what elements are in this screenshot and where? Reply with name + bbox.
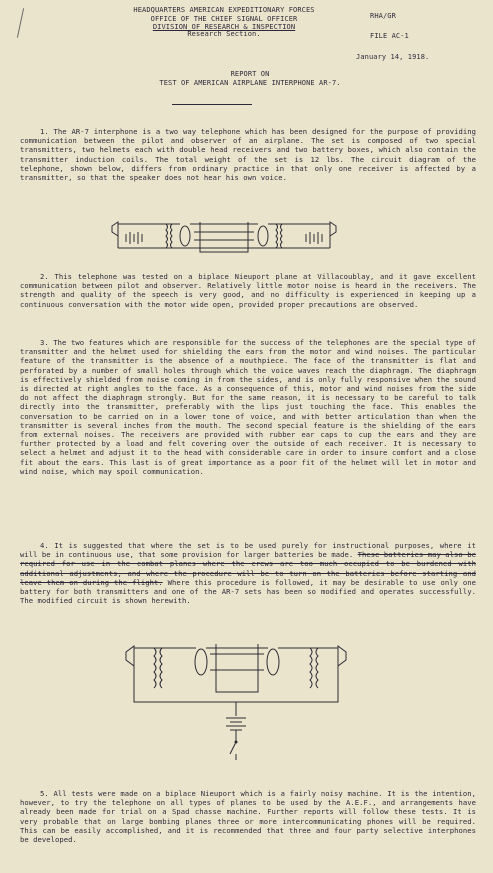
battery-right-icon [306,232,322,244]
induction-coil-right-icon [276,224,278,248]
paragraph-4-start: 4. It is suggested that where the set is to be used purely for instructional purposes, where it will be in continuous use, that some provision for larger batteries be made. [20,541,476,560]
paragraph-1: 1. The AR-7 interphone is a two way telephone which has been designed for the purpose of providing communication between the pilot and observer of an airplane. The set is composed of two special transmitters, two helmets each with double head receivers and two battery boxes, which also contain the transmitter induction coils. The total weight of the set is 12 lbs. The circuit diagram of the telephone, shown below, differs from ordinary practice in that only one receiver is affected by a transmitter, so that the speaker does not hear his own voice. [20,127,476,183]
report-title [60,70,440,87]
transmitter-right-icon [338,646,346,666]
circuit-diagram-1 [108,212,340,262]
file-number: FILE AC-1 [370,32,409,40]
letterhead-line-3: DIVISION OF RESEARCH & INSPECTION [152,23,296,31]
circuit-diagram-2-drawing [120,632,352,767]
margin-mark [17,8,24,38]
transmitter-left-icon [126,646,134,666]
transmitter-right-icon [330,222,336,236]
circuit-diagram-2 [120,632,352,767]
circuit-diagram-1-drawing [108,212,340,262]
paragraph-2: 2. This telephone was tested on a biplace Nieuport plane at Villacoublay, and it gave excellent communication between pilot and observer. Relatively little motor noise is heard in the receivers. The strength and quality of the speech is very good, and no difficulty is experienced in keeping up a continuous conversation with the motor wide open, provided proper precautions are observed. [20,272,476,309]
letterhead-line-2: OFFICE OF THE CHIEF SIGNAL OFFICER [150,14,298,23]
shared-battery-icon [226,718,246,730]
induction-coil-left-icon [154,648,156,688]
receiver-right-icon [267,649,279,675]
induction-coil-left-icon [166,224,168,248]
transmitter-left-icon [112,222,118,236]
document-date: January 14, 1918. [356,53,430,61]
paragraph-4 [20,541,476,605]
paragraph-4-struck-text: These batteries may also be required for use in the combat planes where the crews are too much occupied to be burdened with additional adjustments, and where the procedure will be to turn on the batteries before starting and leave them on during the flight. [20,550,476,587]
letterhead-line-4: Research Section. [187,29,261,38]
battery-switch-icon [230,742,236,760]
receiver-left-icon [195,649,207,675]
battery-left-icon [126,232,142,244]
reference-code: RHA/GR [370,12,396,20]
paragraph-3: 3. The two features which are responsible for the success of the telephones are the special type of transmitter and the helmet used for shielding the ears from the motor and wind noises. The particular feature of the transmitter is the absence of a mouthpiece. The face of the transmitter is flat and perforated by a number of small holes through which the voice waves reach the diaphragm. The diaphragm is effectively shielded from noise coming in from the sides, and is only fully responsive when the sound is directed at right angles to the face. As a consequence of this, motor and wind noises from the side do not affect the diaphragm strongly. But for the same reason, it is necessary to be careful to talk directly into the transmitter, preferably with the lips just touching the face. This enables the conversation to be carried on in a lower tone of voice, and with better articulation than when the transmitter is several inches from the mouth. The second special feature is the shielding of the ears from external noises. The receivers are provided with rubber ear caps to cup the ears and they are further protected by a load and felt covering over the outside of each receiver. It is necessary to select a helmet and adjust it to the head with considerable care in order to insure comfort and a close fit about the ears. This last is of great importance as a poor fit of the helmet will let in motor and wind noise, which may spoil communication. [20,338,476,476]
paragraph-4-end: Where this procedure is followed, it may be desirable to use only one battery for both transmitters and one of the AR-7 sets has been so modified and operates successfully. The modified circuit is shown herewith. [20,577,476,606]
receiver-left-icon [180,226,190,246]
induction-coil-right-icon [310,648,312,688]
report-title-line-2: TEST OF AMERICAN AIRPLANE INTERPHONE AR-7. [159,78,341,87]
letterhead-line-1: HEADQUARTERS AMERICAN EXPEDITIONARY FORCES [133,6,315,14]
paragraph-5: 5. All tests were made on a biplace Nieuport which is a fairly noisy machine. It is the intention, however, to try the telephone on all types of planes to be used by the A.E.F., and arrangements have already been made for trial on a Spad chasse machine. Further reports will follow these tests. It is very probable that on large bombing planes three or more intercommunicating phones will be required. This can be easily accomplished, and it is recommended that three and four party selective interphones be developed. [20,789,476,845]
receiver-right-icon [258,226,268,246]
title-divider [172,104,252,105]
letterhead [104,6,344,38]
report-title-line-1: REPORT ON [230,70,270,78]
